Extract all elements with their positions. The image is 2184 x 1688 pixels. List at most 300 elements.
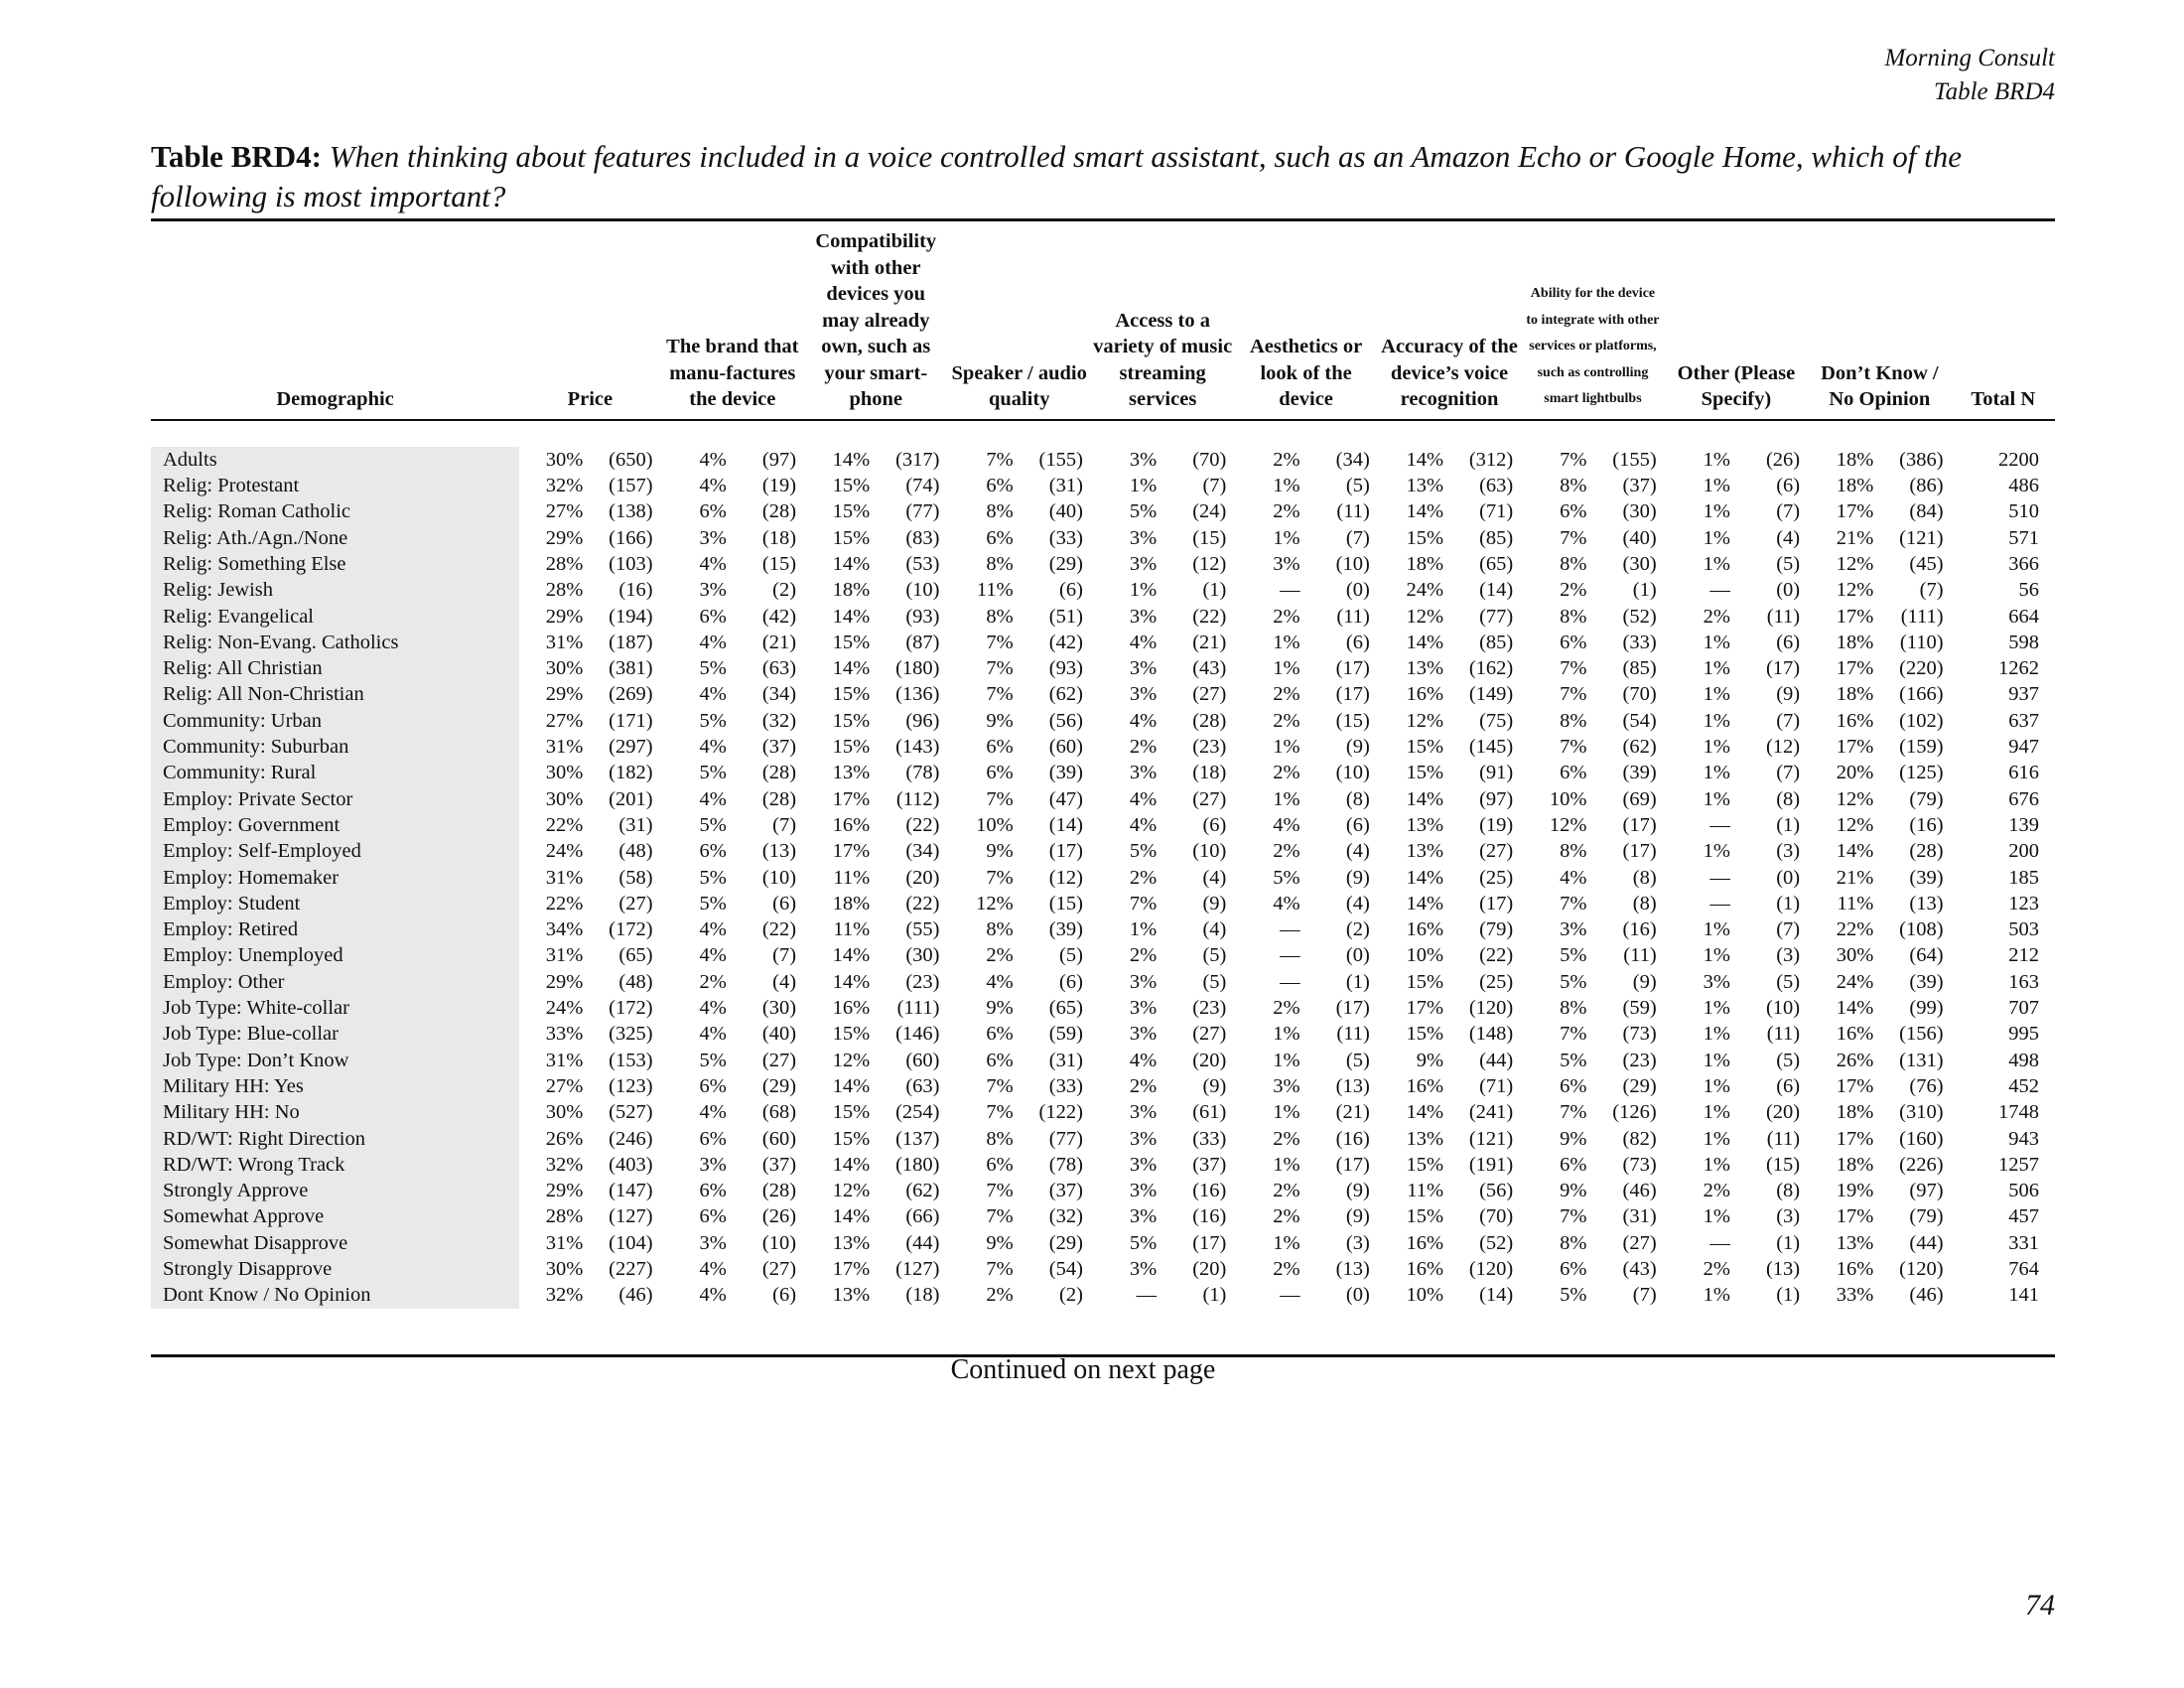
- page-number: 74: [2025, 1589, 2055, 1621]
- count-cell: (39): [1048, 918, 1083, 941]
- count-cell: (77): [1048, 1127, 1083, 1150]
- count-cell: (157): [609, 475, 653, 497]
- percent-cell: 1%: [1703, 736, 1730, 759]
- count-cell: (46): [618, 1284, 653, 1307]
- percent-cell: 2%: [1703, 1180, 1730, 1202]
- count-cell: (44): [1479, 1049, 1514, 1071]
- count-cell: (149): [1468, 683, 1514, 706]
- percent-cell: 1%: [1703, 683, 1730, 706]
- percent-cell: 3%: [1129, 1180, 1158, 1202]
- count-cell: (8): [1776, 787, 1801, 810]
- count-cell: (27): [1622, 1231, 1657, 1254]
- count-cell: (11): [1766, 1127, 1801, 1150]
- count-cell: (26): [1765, 448, 1801, 471]
- demographic-cell: Military HH: No: [151, 1099, 519, 1125]
- percent-cell: 13%: [1406, 657, 1444, 680]
- percent-cell: 2%: [699, 970, 727, 993]
- percent-cell: 29%: [545, 526, 584, 549]
- count-cell: (527): [609, 1101, 653, 1124]
- percent-cell: 2%: [1129, 736, 1158, 759]
- count-cell: (25): [1479, 866, 1514, 889]
- count-cell: (33): [1192, 1127, 1227, 1150]
- count-cell: (110): [1899, 631, 1944, 653]
- count-cell: (19): [1479, 813, 1514, 836]
- count-cell: (18): [905, 1284, 940, 1307]
- percent-cell: 12%: [976, 892, 1014, 914]
- percent-cell: 2%: [1273, 840, 1300, 863]
- count-cell: (131): [1899, 1049, 1944, 1071]
- count-cell: (93): [905, 605, 940, 628]
- count-cell: (120): [1468, 1258, 1514, 1280]
- percent-cell: 14%: [832, 944, 871, 967]
- percent-cell: 15%: [832, 500, 871, 523]
- percent-cell: 8%: [1560, 552, 1587, 575]
- percent-cell: 33%: [1836, 1284, 1874, 1307]
- percent-cell: 17%: [832, 787, 871, 810]
- count-cell: (51): [1048, 605, 1083, 628]
- percent-cell: 8%: [986, 1127, 1014, 1150]
- percent-cell: 5%: [1560, 970, 1587, 993]
- count-cell: (10): [1765, 997, 1801, 1020]
- col-other: Other (Please Specify): [1677, 361, 1796, 410]
- percent-cell: 6%: [699, 1205, 727, 1228]
- percent-cell: 14%: [832, 657, 871, 680]
- count-cell: (13): [761, 840, 797, 863]
- table-row: [151, 1048, 2055, 1073]
- count-cell: (10): [1335, 762, 1370, 784]
- count-cell: (59): [1048, 1023, 1083, 1046]
- count-cell: (172): [609, 918, 653, 941]
- percent-cell: —: [1280, 579, 1300, 602]
- percent-cell: 1%: [1273, 1049, 1300, 1071]
- percent-cell: 14%: [832, 1153, 871, 1176]
- count-cell: (42): [761, 605, 797, 628]
- table-body: [151, 420, 2055, 1309]
- percent-cell: —: [1280, 1284, 1300, 1307]
- percent-cell: 9%: [986, 840, 1014, 863]
- total-n-cell: 995: [2008, 1023, 2039, 1046]
- demographic-cell: Strongly Disapprove: [151, 1256, 519, 1282]
- count-cell: (70): [1479, 1205, 1514, 1228]
- percent-cell: 29%: [545, 970, 584, 993]
- count-cell: (17): [1048, 840, 1083, 863]
- count-cell: (28): [1909, 840, 1944, 863]
- count-cell: (34): [1335, 448, 1370, 471]
- count-cell: (166): [609, 526, 653, 549]
- percent-cell: 1%: [1703, 552, 1730, 575]
- table-row: [151, 1021, 2055, 1047]
- percent-cell: 18%: [1836, 1153, 1874, 1176]
- count-cell: (0): [1345, 579, 1370, 602]
- percent-cell: 5%: [699, 657, 727, 680]
- percent-cell: 3%: [699, 526, 727, 549]
- percent-cell: 2%: [1273, 1180, 1300, 1202]
- count-cell: (71): [1479, 1074, 1514, 1097]
- demographic-cell: Relig: Protestant: [151, 473, 519, 498]
- percent-cell: 30%: [545, 787, 584, 810]
- demographic-cell: RD/WT: Right Direction: [151, 1126, 519, 1152]
- count-cell: (5): [1202, 970, 1227, 993]
- count-cell: (403): [609, 1153, 653, 1176]
- percent-cell: 15%: [832, 1127, 871, 1150]
- percent-cell: 3%: [1129, 1258, 1158, 1280]
- table-label: Table BRD4:: [151, 139, 322, 174]
- percent-cell: 14%: [1406, 787, 1444, 810]
- count-cell: (0): [1345, 944, 1370, 967]
- table-row: [151, 551, 2055, 577]
- count-cell: (7): [1202, 475, 1227, 497]
- percent-cell: 11%: [833, 866, 871, 889]
- count-cell: (325): [609, 1023, 653, 1046]
- percent-cell: 4%: [1129, 1049, 1158, 1071]
- percent-cell: 7%: [986, 1101, 1014, 1124]
- percent-cell: 2%: [1273, 762, 1300, 784]
- percent-cell: 24%: [1836, 970, 1874, 993]
- count-cell: (159): [1899, 736, 1944, 759]
- percent-cell: 5%: [699, 1049, 727, 1071]
- count-cell: (63): [1479, 475, 1514, 497]
- count-cell: (85): [1479, 526, 1514, 549]
- count-cell: (246): [609, 1127, 653, 1150]
- count-cell: (27): [1192, 1023, 1227, 1046]
- count-cell: (65): [1479, 552, 1514, 575]
- percent-cell: 18%: [1836, 1101, 1874, 1124]
- total-n-cell: 139: [2008, 813, 2039, 836]
- count-cell: (27): [1192, 787, 1227, 810]
- percent-cell: 22%: [1836, 918, 1874, 941]
- count-cell: (155): [1038, 448, 1083, 471]
- percent-cell: 3%: [1129, 1127, 1158, 1150]
- percent-cell: 7%: [1560, 448, 1587, 471]
- percent-cell: 4%: [699, 736, 727, 759]
- percent-cell: 15%: [832, 526, 871, 549]
- percent-cell: 5%: [699, 866, 727, 889]
- percent-cell: 9%: [1560, 1127, 1587, 1150]
- percent-cell: 16%: [1406, 1074, 1444, 1097]
- count-cell: (5): [1202, 944, 1227, 967]
- percent-cell: 1%: [1273, 657, 1300, 680]
- count-cell: (5): [1345, 1049, 1370, 1071]
- percent-cell: 18%: [1406, 552, 1444, 575]
- count-cell: (162): [1468, 657, 1514, 680]
- percent-cell: 13%: [832, 1284, 871, 1307]
- total-n-cell: 498: [2008, 1049, 2039, 1071]
- count-cell: (99): [1909, 997, 1944, 1020]
- percent-cell: 17%: [1406, 997, 1444, 1020]
- count-cell: (22): [905, 892, 940, 914]
- count-cell: (13): [1335, 1074, 1370, 1097]
- count-cell: (1): [1776, 892, 1801, 914]
- count-cell: (138): [609, 500, 653, 523]
- count-cell: (48): [618, 840, 653, 863]
- count-cell: (15): [1765, 1153, 1801, 1176]
- percent-cell: 3%: [1129, 448, 1158, 471]
- count-cell: (7): [1776, 918, 1801, 941]
- count-cell: (79): [1479, 918, 1514, 941]
- total-n-cell: 510: [2008, 500, 2039, 523]
- count-cell: (32): [1048, 1205, 1083, 1228]
- table-row: [151, 498, 2055, 524]
- percent-cell: 3%: [1273, 1074, 1300, 1097]
- header-row: [151, 224, 2055, 420]
- percent-cell: 7%: [1560, 1205, 1587, 1228]
- total-n-cell: 200: [2008, 840, 2039, 863]
- demographic-cell: Strongly Approve: [151, 1178, 519, 1203]
- table-row: [151, 786, 2055, 812]
- table-row: [151, 916, 2055, 942]
- percent-cell: 1%: [1703, 1284, 1730, 1307]
- table-row: [151, 734, 2055, 760]
- percent-cell: 6%: [986, 1153, 1014, 1176]
- count-cell: (12): [1765, 736, 1801, 759]
- count-cell: (17): [1765, 657, 1801, 680]
- percent-cell: 2%: [1703, 605, 1730, 628]
- count-cell: (21): [1335, 1101, 1370, 1124]
- percent-cell: 6%: [1560, 1153, 1587, 1176]
- percent-cell: 17%: [832, 840, 871, 863]
- percent-cell: 5%: [1129, 840, 1158, 863]
- count-cell: (5): [1345, 475, 1370, 497]
- percent-cell: 6%: [986, 736, 1014, 759]
- count-cell: (61): [1192, 1101, 1227, 1124]
- count-cell: (7): [1776, 500, 1801, 523]
- total-n-cell: 664: [2008, 605, 2039, 628]
- count-cell: (10): [1192, 840, 1227, 863]
- count-cell: (187): [609, 631, 653, 653]
- percent-cell: 9%: [1416, 1049, 1444, 1071]
- count-cell: (28): [761, 762, 797, 784]
- percent-cell: 6%: [699, 605, 727, 628]
- percent-cell: 1%: [1703, 448, 1730, 471]
- count-cell: (64): [1909, 944, 1944, 967]
- percent-cell: 4%: [699, 448, 727, 471]
- count-cell: (23): [1622, 1049, 1657, 1071]
- percent-cell: 30%: [545, 762, 584, 784]
- count-cell: (56): [1048, 709, 1083, 732]
- percent-cell: 7%: [1560, 526, 1587, 549]
- percent-cell: 8%: [1560, 475, 1587, 497]
- percent-cell: 12%: [1836, 787, 1874, 810]
- count-cell: (9): [1345, 1180, 1370, 1202]
- percent-cell: 4%: [699, 787, 727, 810]
- count-cell: (47): [1048, 787, 1083, 810]
- percent-cell: 15%: [832, 1101, 871, 1124]
- count-cell: (8): [1776, 1180, 1801, 1202]
- count-cell: (1): [1776, 813, 1801, 836]
- percent-cell: 9%: [986, 1231, 1014, 1254]
- count-cell: (15): [1048, 892, 1083, 914]
- percent-cell: 6%: [699, 1180, 727, 1202]
- percent-cell: 15%: [832, 631, 871, 653]
- percent-cell: 10%: [1549, 787, 1587, 810]
- percent-cell: 1%: [1273, 526, 1300, 549]
- table-row: [151, 1178, 2055, 1203]
- percent-cell: 1%: [1703, 709, 1730, 732]
- table-row: [151, 681, 2055, 707]
- table-question: When thinking about features included in a voice controlled smart assistant, such as an Amazon Echo or Google Home, which of the following is most important?: [151, 139, 1962, 213]
- count-cell: (4): [772, 970, 797, 993]
- percent-cell: 14%: [832, 448, 871, 471]
- percent-cell: 18%: [832, 579, 871, 602]
- count-cell: (39): [1909, 970, 1944, 993]
- count-cell: (8): [1345, 787, 1370, 810]
- percent-cell: 7%: [986, 1258, 1014, 1280]
- percent-cell: 27%: [545, 709, 584, 732]
- percent-cell: 31%: [545, 866, 584, 889]
- count-cell: (16): [1192, 1205, 1227, 1228]
- demographic-cell: Military HH: Yes: [151, 1073, 519, 1099]
- percent-cell: 7%: [986, 787, 1014, 810]
- percent-cell: 6%: [986, 762, 1014, 784]
- percent-cell: 3%: [1129, 762, 1158, 784]
- count-cell: (10): [905, 579, 940, 602]
- percent-cell: 2%: [1560, 579, 1587, 602]
- count-cell: (172): [609, 997, 653, 1020]
- percent-cell: 6%: [1560, 500, 1587, 523]
- count-cell: (111): [1900, 605, 1944, 628]
- table-row: [151, 473, 2055, 498]
- count-cell: (11): [1336, 605, 1370, 628]
- total-n-cell: 943: [2008, 1127, 2039, 1150]
- percent-cell: 6%: [1560, 1258, 1587, 1280]
- count-cell: (127): [609, 1205, 653, 1228]
- col-price: Price: [567, 388, 614, 410]
- demographic-cell: Relig: Non-Evang. Catholics: [151, 630, 519, 655]
- count-cell: (17): [1335, 997, 1370, 1020]
- percent-cell: 14%: [1406, 1101, 1444, 1124]
- percent-cell: 33%: [545, 1023, 584, 1046]
- percent-cell: 32%: [545, 475, 584, 497]
- count-cell: (104): [609, 1231, 653, 1254]
- demographic-cell: Job Type: Don’t Know: [151, 1048, 519, 1073]
- count-cell: (23): [1192, 997, 1227, 1020]
- percent-cell: 1%: [1703, 944, 1730, 967]
- count-cell: (62): [905, 1180, 940, 1202]
- table-row: [151, 525, 2055, 551]
- count-cell: (23): [905, 970, 940, 993]
- percent-cell: 4%: [699, 552, 727, 575]
- count-cell: (123): [609, 1074, 653, 1097]
- count-cell: (24): [1192, 500, 1227, 523]
- demographic-cell: Adults: [151, 447, 519, 473]
- percent-cell: 32%: [545, 1153, 584, 1176]
- count-cell: (73): [1622, 1023, 1657, 1046]
- count-cell: (59): [1622, 997, 1657, 1020]
- percent-cell: 5%: [1129, 1231, 1158, 1254]
- percent-cell: 6%: [986, 1049, 1014, 1071]
- count-cell: (23): [1192, 736, 1227, 759]
- count-cell: (37): [761, 736, 797, 759]
- percent-cell: 17%: [1836, 736, 1874, 759]
- count-cell: (32): [761, 709, 797, 732]
- count-cell: (6): [1345, 631, 1370, 653]
- percent-cell: 17%: [1836, 605, 1874, 628]
- count-cell: (21): [761, 631, 797, 653]
- count-cell: (4): [1202, 918, 1227, 941]
- table-row: [151, 1256, 2055, 1282]
- percent-cell: 1%: [1703, 787, 1730, 810]
- count-cell: (11): [1336, 1023, 1370, 1046]
- count-cell: (73): [1622, 1153, 1657, 1176]
- count-cell: (191): [1468, 1153, 1514, 1176]
- percent-cell: 28%: [545, 552, 584, 575]
- percent-cell: 16%: [832, 813, 871, 836]
- count-cell: (29): [1048, 1231, 1083, 1254]
- count-cell: (48): [618, 970, 653, 993]
- percent-cell: 4%: [1560, 866, 1587, 889]
- count-cell: (33): [1048, 1074, 1083, 1097]
- percent-cell: 7%: [1560, 1101, 1587, 1124]
- percent-cell: 14%: [832, 1074, 871, 1097]
- percent-cell: 13%: [832, 1231, 871, 1254]
- demographic-cell: Relig: Evangelical: [151, 604, 519, 630]
- count-cell: (15): [1335, 709, 1370, 732]
- percent-cell: 1%: [1129, 918, 1158, 941]
- count-cell: (13): [1335, 1258, 1370, 1280]
- count-cell: (120): [1468, 997, 1514, 1020]
- percent-cell: 32%: [545, 1284, 584, 1307]
- count-cell: (46): [1622, 1180, 1657, 1202]
- percent-cell: 3%: [1129, 1101, 1158, 1124]
- percent-cell: 13%: [1406, 475, 1444, 497]
- percent-cell: 4%: [1129, 787, 1158, 810]
- percent-cell: 8%: [1560, 605, 1587, 628]
- count-cell: (17): [1622, 813, 1657, 836]
- count-cell: (9): [1632, 970, 1657, 993]
- count-cell: (22): [761, 918, 797, 941]
- count-cell: (122): [1038, 1101, 1083, 1124]
- percent-cell: 8%: [986, 605, 1014, 628]
- percent-cell: 4%: [699, 918, 727, 941]
- percent-cell: 2%: [1273, 1127, 1300, 1150]
- count-cell: (60): [905, 1049, 940, 1071]
- table-row: [151, 1152, 2055, 1178]
- demographic-cell: Somewhat Disapprove: [151, 1230, 519, 1256]
- count-cell: (68): [761, 1101, 797, 1124]
- count-cell: (16): [1335, 1127, 1370, 1150]
- count-cell: (9): [1345, 736, 1370, 759]
- count-cell: (121): [1899, 526, 1944, 549]
- count-cell: (9): [1776, 683, 1801, 706]
- count-cell: (77): [1479, 605, 1514, 628]
- count-cell: (5): [1776, 552, 1801, 575]
- count-cell: (3): [1776, 840, 1801, 863]
- count-cell: (12): [1192, 552, 1227, 575]
- total-n-cell: 571: [2008, 526, 2039, 549]
- count-cell: (30): [761, 997, 797, 1020]
- count-cell: (15): [761, 552, 797, 575]
- percent-cell: 1%: [1703, 997, 1730, 1020]
- percent-cell: 2%: [1273, 1258, 1300, 1280]
- count-cell: (19): [761, 475, 797, 497]
- percent-cell: 16%: [1406, 1258, 1444, 1280]
- count-cell: (31): [1048, 1049, 1083, 1071]
- percent-cell: —: [1709, 813, 1730, 836]
- percent-cell: 3%: [1129, 1023, 1158, 1046]
- table-row: [151, 942, 2055, 968]
- demographic-cell: Job Type: Blue-collar: [151, 1021, 519, 1047]
- total-n-cell: 123: [2008, 892, 2039, 914]
- table-row: [151, 630, 2055, 655]
- percent-cell: 28%: [545, 1205, 584, 1228]
- count-cell: (74): [905, 475, 940, 497]
- count-cell: (254): [895, 1101, 940, 1124]
- percent-cell: 4%: [1273, 892, 1300, 914]
- count-cell: (37): [1622, 475, 1657, 497]
- percent-cell: 15%: [1406, 1023, 1444, 1046]
- percent-cell: —: [1280, 944, 1300, 967]
- percent-cell: 1%: [1273, 787, 1300, 810]
